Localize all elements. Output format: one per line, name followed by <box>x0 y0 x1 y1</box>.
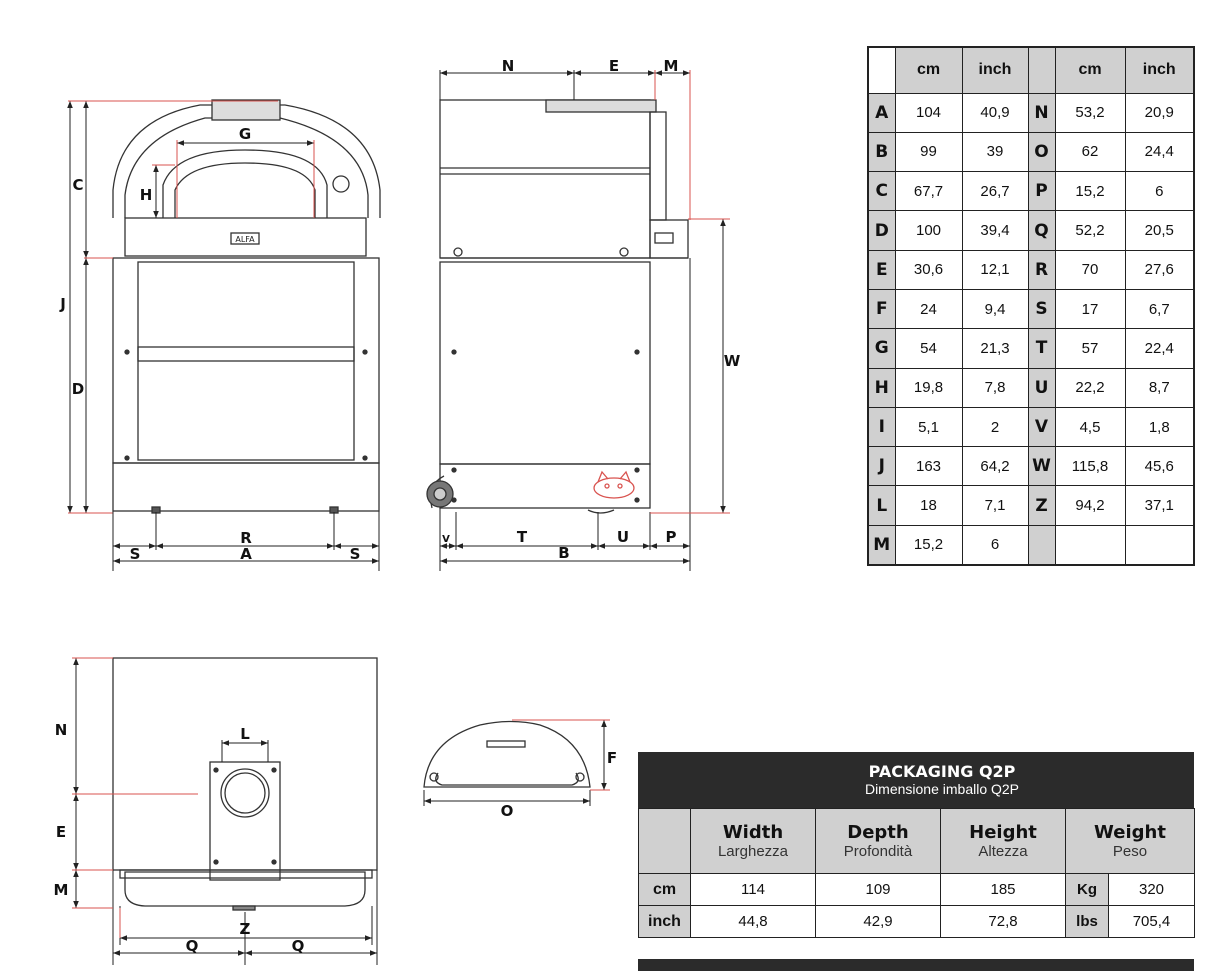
dimensions-row <box>868 486 1194 525</box>
weight-unit: Kg <box>1066 874 1109 905</box>
value-inch: 2 <box>962 407 1028 446</box>
packaging-row-cm <box>639 874 1195 906</box>
value-cm: 17 <box>1055 289 1125 328</box>
value-cm: 52,2 <box>1055 211 1125 250</box>
label-Q-right: Q <box>291 937 305 955</box>
value-inch: 9,4 <box>962 289 1028 328</box>
dimension-letter: U <box>1028 368 1055 407</box>
col-height: Height Altezza <box>941 809 1066 874</box>
value-inch: 40,9 <box>962 93 1028 132</box>
label-C: C <box>72 176 84 194</box>
value-inch: 21,3 <box>962 329 1028 368</box>
packaging-title-block <box>690 752 1194 808</box>
weight-cell <box>1066 906 1195 938</box>
label-O: O <box>500 802 514 820</box>
value-cm: 30,6 <box>895 250 962 289</box>
value-inch: 7,8 <box>962 368 1028 407</box>
front-dimensions <box>68 101 379 571</box>
label-B: B <box>558 544 570 562</box>
width-value: 44,8 <box>691 906 816 938</box>
value-cm: 24 <box>895 289 962 328</box>
label-S-left: S <box>129 545 141 563</box>
dimensions-row <box>868 93 1194 132</box>
col-weight: Weight Peso <box>1066 809 1195 874</box>
value-inch: 6 <box>962 525 1028 564</box>
value-cm: 100 <box>895 211 962 250</box>
front-view <box>113 100 380 513</box>
label-V: V <box>442 534 450 545</box>
label-N: N <box>501 57 515 75</box>
label-G: G <box>238 125 252 143</box>
header-blank <box>868 47 895 93</box>
packaging-column-headers <box>639 809 1195 874</box>
value-cm: 5,1 <box>895 407 962 446</box>
unit-cell: inch <box>639 906 691 938</box>
value-cm: 18 <box>895 486 962 525</box>
depth-value: 109 <box>816 874 941 906</box>
label-U: U <box>616 528 630 546</box>
value-cm: 15,2 <box>895 525 962 564</box>
value-cm: 99 <box>895 132 962 171</box>
value-cm: 104 <box>895 93 962 132</box>
dimensions-row <box>868 329 1194 368</box>
dimension-letter: D <box>868 211 895 250</box>
unit-cell: cm <box>639 874 691 906</box>
dimension-letter: H <box>868 368 895 407</box>
packaging-panel <box>638 752 1194 938</box>
value-inch: 1,8 <box>1125 407 1194 446</box>
label-T: T <box>516 528 528 546</box>
value-inch: 20,9 <box>1125 93 1194 132</box>
dimension-letter: B <box>868 132 895 171</box>
label-P: P <box>665 528 677 546</box>
side-view <box>427 100 688 513</box>
value-cm: 53,2 <box>1055 93 1125 132</box>
value-cm: 115,8 <box>1055 447 1125 486</box>
door-view <box>424 722 590 788</box>
value-cm: 57 <box>1055 329 1125 368</box>
label-E: E <box>608 57 620 75</box>
dimension-letter: L <box>868 486 895 525</box>
dimension-letter: V <box>1028 407 1055 446</box>
dimension-letter: Z <box>1028 486 1055 525</box>
height-value: 72,8 <box>941 906 1066 938</box>
value-inch: 8,7 <box>1125 368 1194 407</box>
label-F: F <box>606 749 618 767</box>
dimensions-row <box>868 525 1194 564</box>
depth-value: 42,9 <box>816 906 941 938</box>
header-cm-1: cm <box>895 47 962 93</box>
value-cm: 19,8 <box>895 368 962 407</box>
weight-cell <box>1066 874 1195 906</box>
label-W: W <box>723 352 741 370</box>
value-inch: 45,6 <box>1125 447 1194 486</box>
header-inch-1: inch <box>962 47 1028 93</box>
top-dimensions <box>72 658 377 965</box>
label-R: R <box>240 529 252 547</box>
alfa-logo: ALFA <box>235 235 255 244</box>
weight-value: 320 <box>1138 881 1165 898</box>
dimension-letter: I <box>868 407 895 446</box>
dimension-letter: S <box>1028 289 1055 328</box>
label-S-right: S <box>349 545 361 563</box>
dimension-letter: O <box>1028 132 1055 171</box>
height-value: 185 <box>941 874 1066 906</box>
value-inch: 37,1 <box>1125 486 1194 525</box>
value-cm: 4,5 <box>1055 407 1125 446</box>
dimension-letter: Q <box>1028 211 1055 250</box>
value-inch: 64,2 <box>962 447 1028 486</box>
dimensions-header-row <box>868 47 1194 93</box>
packaging-subtitle: Dimensione imballo Q2P <box>864 781 1020 797</box>
top-labels <box>54 721 305 955</box>
value-cm: 67,7 <box>895 172 962 211</box>
value-inch: 24,4 <box>1125 132 1194 171</box>
dimension-letter: N <box>1028 93 1055 132</box>
value-inch: 22,4 <box>1125 329 1194 368</box>
header-blank-2 <box>1028 47 1055 93</box>
value-inch: 20,5 <box>1125 211 1194 250</box>
dimension-letter: E <box>868 250 895 289</box>
value-inch: 6 <box>1125 172 1194 211</box>
label-J: J <box>60 295 66 313</box>
dimension-letter <box>1028 525 1055 564</box>
dimension-letter: J <box>868 447 895 486</box>
dimension-letter: A <box>868 93 895 132</box>
dimension-letter: F <box>868 289 895 328</box>
packaging-bottom-bar <box>638 959 1194 971</box>
packaging-header-corner <box>638 752 690 808</box>
label-Q-left: Q <box>185 937 199 955</box>
value-cm: 62 <box>1055 132 1125 171</box>
dimensions-row <box>868 132 1194 171</box>
label-A: A <box>240 545 252 563</box>
dimensions-row <box>868 407 1194 446</box>
width-value: 114 <box>691 874 816 906</box>
packaging-row-inch <box>639 906 1195 938</box>
label-L: L <box>240 725 250 743</box>
value-inch: 26,7 <box>962 172 1028 211</box>
door-dimensions <box>424 720 610 806</box>
dimensions-row <box>868 447 1194 486</box>
col-width: Width Larghezza <box>691 809 816 874</box>
value-inch: 12,1 <box>962 250 1028 289</box>
dimension-letter: C <box>868 172 895 211</box>
label-H: H <box>139 186 153 204</box>
dimensions-row <box>868 172 1194 211</box>
packaging-header <box>638 752 1194 808</box>
value-cm: 15,2 <box>1055 172 1125 211</box>
header-inch-2: inch <box>1125 47 1194 93</box>
value-cm: 22,2 <box>1055 368 1125 407</box>
dimensions-row <box>868 250 1194 289</box>
value-cm: 94,2 <box>1055 486 1125 525</box>
dimensions-table <box>867 46 1195 566</box>
label-M: M <box>663 57 679 75</box>
dimension-letter: T <box>1028 329 1055 368</box>
value-inch <box>1125 525 1194 564</box>
packaging-corner <box>639 809 691 874</box>
label-top-E: E <box>55 823 67 841</box>
top-view <box>113 658 377 910</box>
value-cm <box>1055 525 1125 564</box>
weight-unit: lbs <box>1066 906 1109 937</box>
label-D: D <box>71 380 85 398</box>
value-inch: 27,6 <box>1125 250 1194 289</box>
dimensions-row <box>868 289 1194 328</box>
dimension-letter: P <box>1028 172 1055 211</box>
value-inch: 39,4 <box>962 211 1028 250</box>
value-inch: 39 <box>962 132 1028 171</box>
col-depth: Depth Profondità <box>816 809 941 874</box>
packaging-table <box>638 808 1195 938</box>
packaging-title: PACKAGING Q2P <box>868 762 1016 781</box>
label-top-M: M <box>53 881 69 899</box>
label-Z: Z <box>239 920 251 938</box>
label-top-N: N <box>54 721 68 739</box>
value-cm: 70 <box>1055 250 1125 289</box>
side-labels <box>442 57 741 562</box>
header-cm-2: cm <box>1055 47 1125 93</box>
dimensions-row <box>868 368 1194 407</box>
side-dimensions <box>440 70 730 571</box>
value-inch: 7,1 <box>962 486 1028 525</box>
dimension-letter: G <box>868 329 895 368</box>
value-cm: 163 <box>895 447 962 486</box>
value-inch: 6,7 <box>1125 289 1194 328</box>
dimension-letter: M <box>868 525 895 564</box>
dimension-letter: R <box>1028 250 1055 289</box>
value-cm: 54 <box>895 329 962 368</box>
dimensions-row <box>868 211 1194 250</box>
dimension-letter: W <box>1028 447 1055 486</box>
weight-value: 705,4 <box>1132 913 1171 930</box>
